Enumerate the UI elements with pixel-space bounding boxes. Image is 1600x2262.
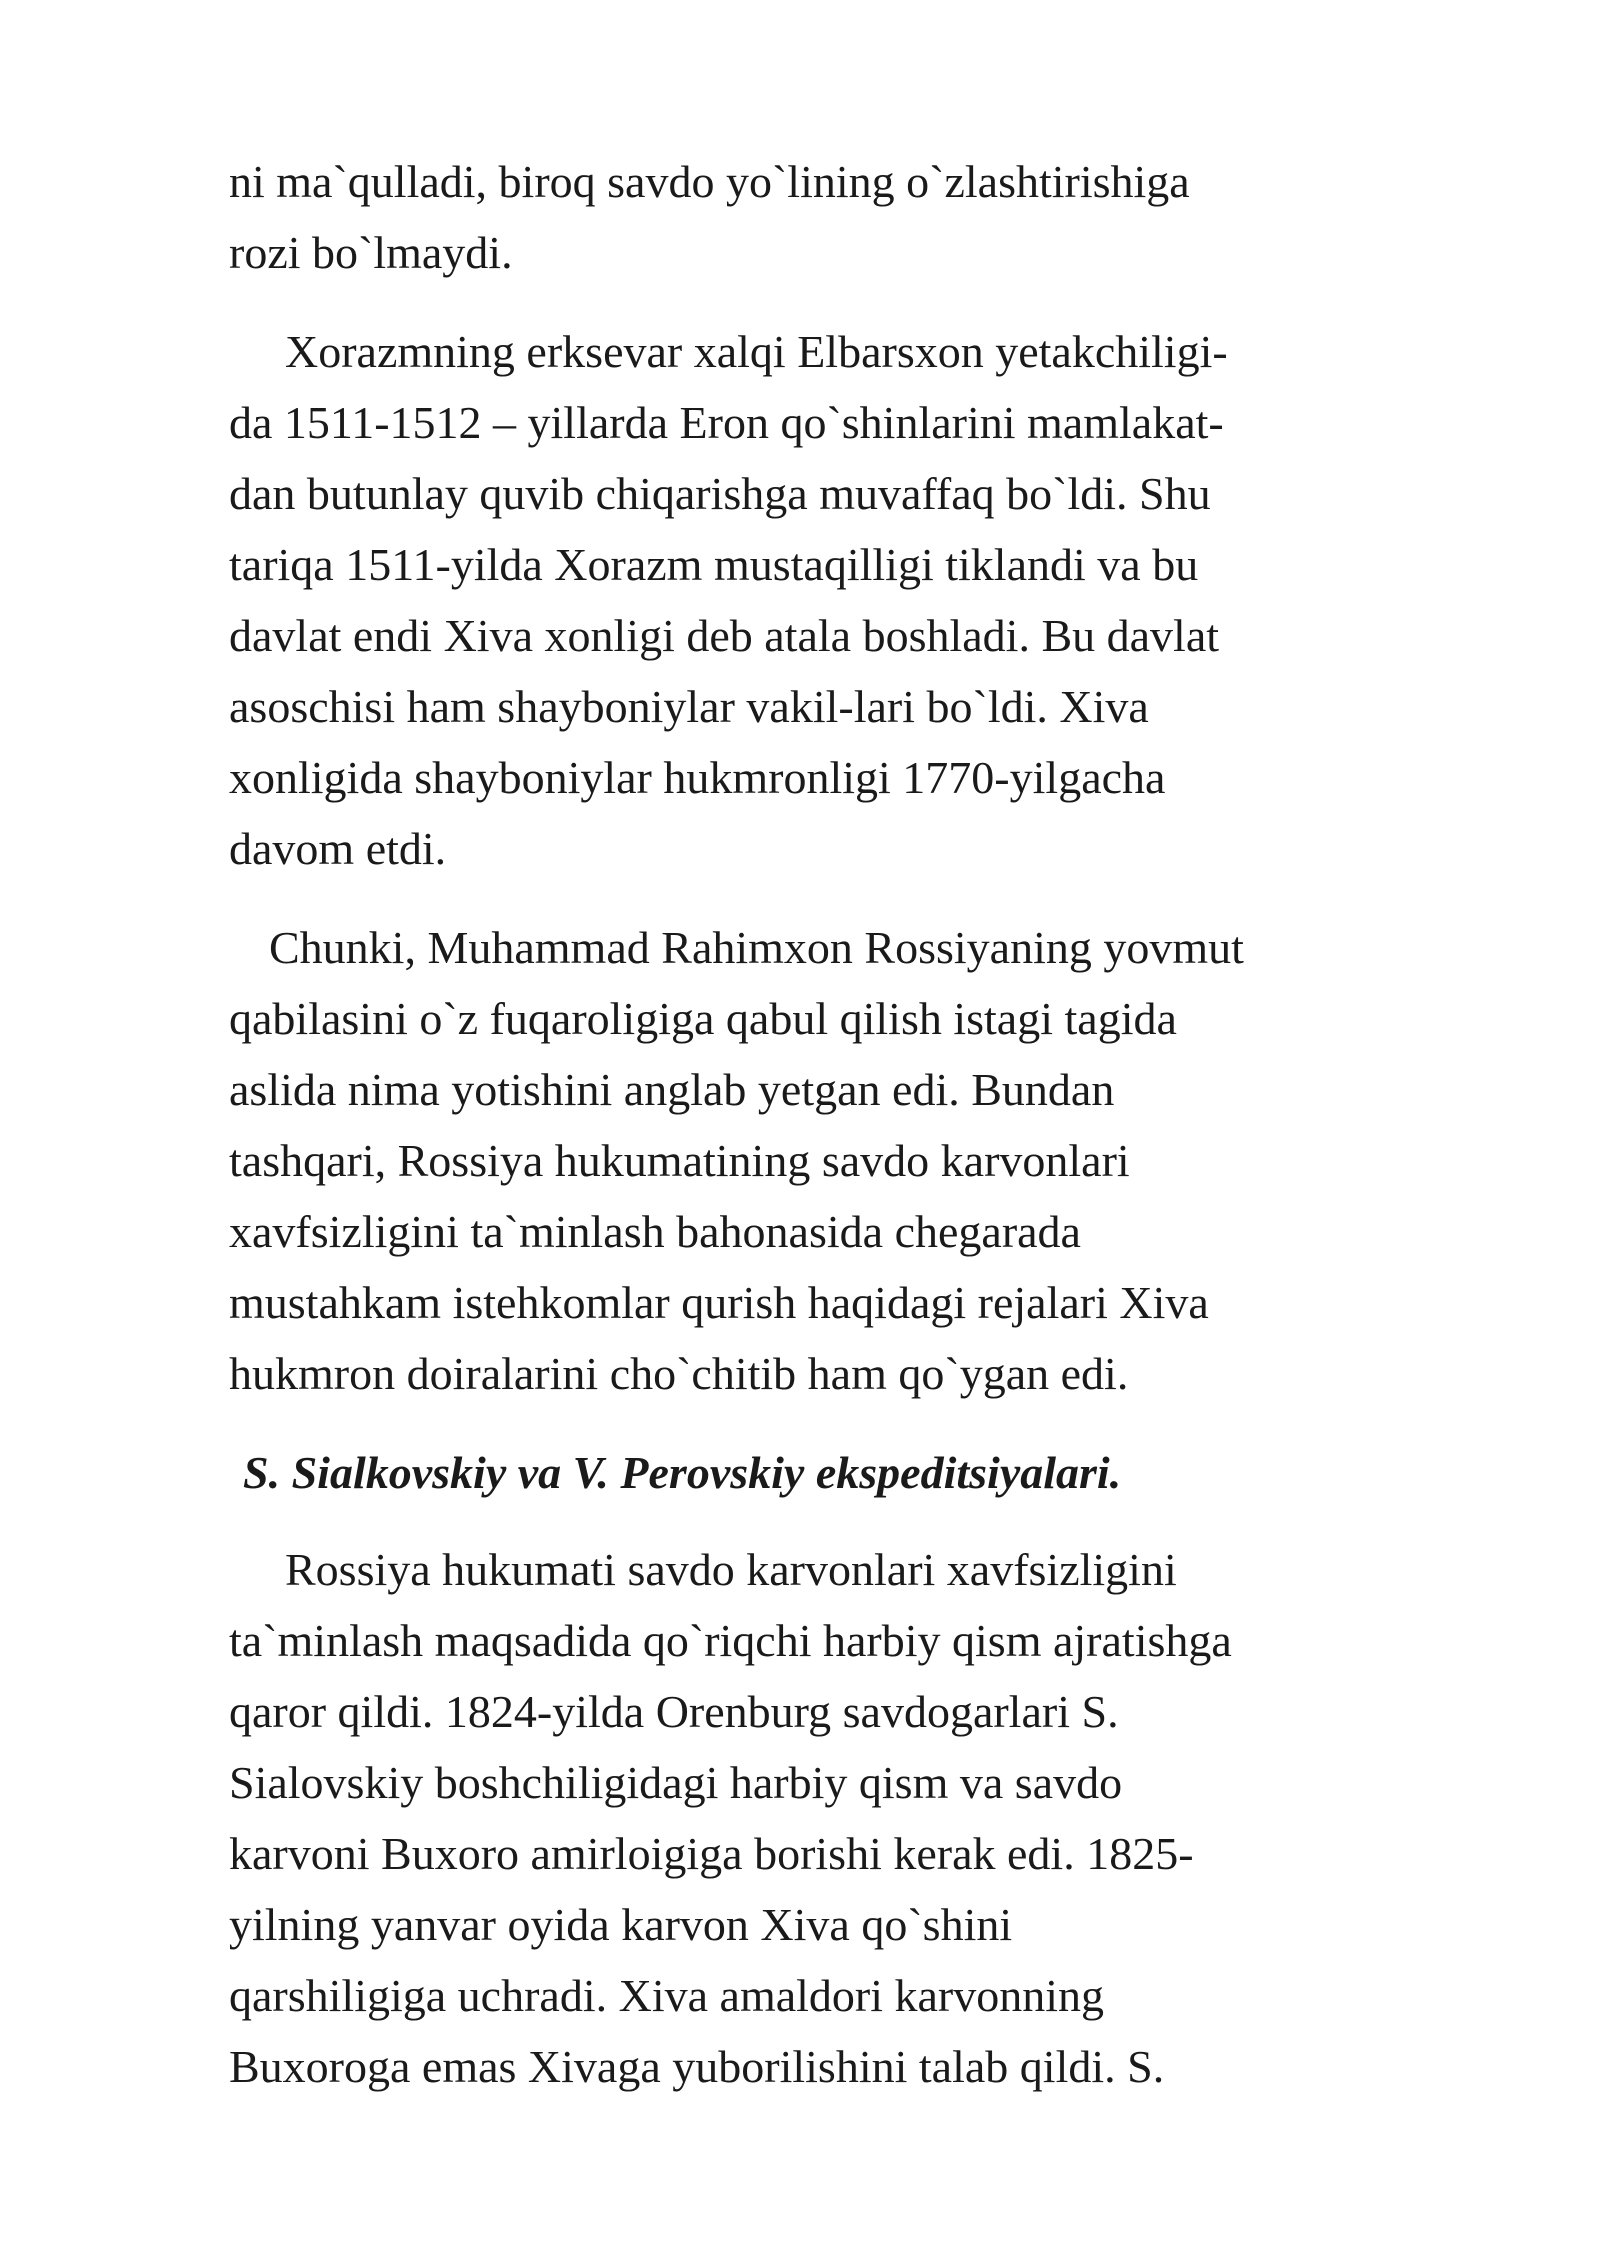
text-line: mustahkam istehkomlar qurish haqidagi rejalari Xiva	[229, 1277, 1209, 1328]
text-line: qarshiligiga uchradi. Xiva amaldori karvonning	[229, 1970, 1105, 2021]
section-heading	[229, 1437, 1429, 1508]
text-line: qabilasini o`z fuqaroligiga qabul qilish istagi tagida	[229, 993, 1177, 1044]
text-line: qaror qildi. 1824-yilda Orenburg savdogarlari S.	[229, 1686, 1119, 1737]
text-line: ni ma`qulladi, biroq savdo yo`lining o`zlashtirishiga	[229, 156, 1190, 207]
text-line: tariqa 1511-yilda Xorazm mustaqilligi tiklandi va bu	[229, 539, 1199, 590]
text-line: tashqari, Rossiya hukumatining savdo karvonlari	[229, 1135, 1130, 1186]
text-line: aslida nima yotishini anglab yetgan edi. Bundan	[229, 1064, 1115, 1115]
text-line: hukmron doiralarini cho`chitib ham qo`ygan edi.	[229, 1348, 1129, 1399]
text-line: Sialovskiy boshchiligidagi harbiy qism va savdo	[229, 1757, 1123, 1808]
paragraph-2	[229, 316, 1429, 884]
text-line: dan butunlay quvib chiqarishga muvaffaq bo`ldi. Shu	[229, 468, 1211, 519]
text-line: rozi bo`lmaydi.	[229, 227, 513, 278]
text-line: Chunki, Muhammad Rahimxon Rossiyaning yovmut	[269, 922, 1244, 973]
text-line: asoschisi ham shayboniylar vakil-lari bo`ldi. Xiva	[229, 681, 1149, 732]
text-line: ta`minlash maqsadida qo`riqchi harbiy qism ajratishga	[229, 1615, 1232, 1666]
paragraph-1	[229, 146, 1429, 288]
paragraph-4	[229, 1534, 1429, 2102]
text-line: Rossiya hukumati savdo karvonlari xavfsizligini	[285, 1544, 1177, 1595]
heading-text: S. Sialkovskiy va V. Perovskiy ekspeditsiyalari.	[243, 1447, 1122, 1498]
text-line: Xorazmning erksevar xalqi Elbarsxon yetakchiligi-	[285, 326, 1228, 377]
text-line: Buxoroga emas Xivaga yuborilishini talab qildi. S.	[229, 2041, 1165, 2092]
document-page	[229, 146, 1429, 2130]
text-line: xonligida shayboniylar hukmronligi 1770-yilgacha	[229, 752, 1166, 803]
text-line: davlat endi Xiva xonligi deb atala boshladi. Bu davlat	[229, 610, 1220, 661]
text-line: yilning yanvar oyida karvon Xiva qo`shini	[229, 1899, 1013, 1950]
text-line: xavfsizligini ta`minlash bahonasida chegarada	[229, 1206, 1081, 1257]
text-line: davom etdi.	[229, 823, 447, 874]
text-line: karvoni Buxoro amirloigiga borishi kerak edi. 1825-	[229, 1828, 1194, 1879]
paragraph-3	[229, 912, 1429, 1409]
text-line: da 1511-1512 – yillarda Eron qo`shinlarini mamlakat-	[229, 397, 1224, 448]
